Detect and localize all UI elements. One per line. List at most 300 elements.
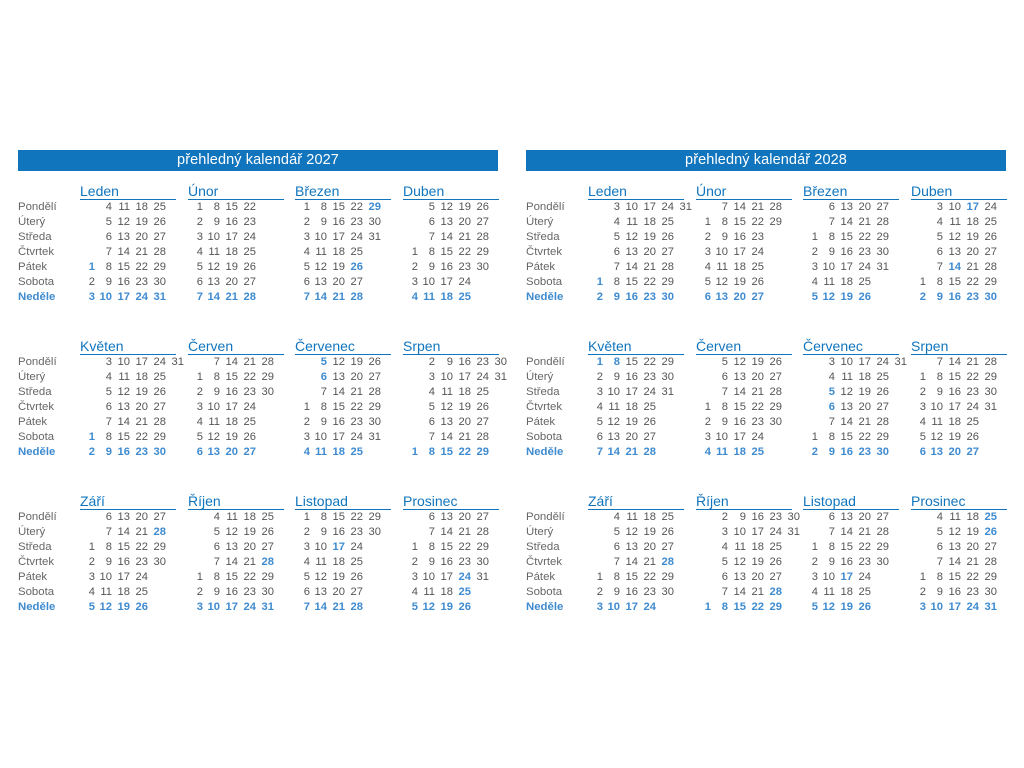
week-day-row — [911, 275, 1007, 290]
date-cell: 8 — [828, 541, 835, 553]
date-cell: 31 — [876, 261, 889, 273]
week-day-row — [188, 570, 284, 585]
date-cell: 19 — [858, 386, 871, 398]
day-name: Čtvrtek — [18, 401, 55, 413]
date-cell: 2 — [303, 216, 310, 228]
date-cell: 6 — [196, 446, 203, 458]
date-cell: 12 — [440, 401, 453, 413]
day-name: Středa — [18, 541, 52, 553]
date-cell: 8 — [428, 541, 435, 553]
date-cell: 29 — [769, 601, 782, 613]
date-cell: 14 — [607, 446, 620, 458]
date-cell: 10 — [207, 231, 220, 243]
date-cell: 30 — [153, 276, 166, 288]
week-day-row — [911, 445, 1007, 460]
day-name: Středa — [526, 231, 560, 243]
date-cell: 24 — [876, 356, 889, 368]
date-cell: 27 — [984, 541, 997, 553]
week-day-row — [188, 555, 284, 570]
date-cell: 10 — [422, 276, 435, 288]
day-name: Úterý — [526, 526, 554, 538]
week-day-row — [696, 290, 792, 305]
week-day-row — [80, 430, 176, 445]
date-cell: 25 — [751, 261, 764, 273]
week-day-row — [80, 385, 176, 400]
date-cell: 10 — [715, 246, 728, 258]
month-block — [803, 183, 899, 303]
date-cell: 26 — [769, 556, 782, 568]
date-cell: 11 — [949, 511, 961, 523]
date-cell: 6 — [213, 541, 220, 553]
day-name: Pátek — [18, 261, 48, 273]
week-day-row — [696, 370, 792, 385]
date-cell: 22 — [858, 431, 871, 443]
week-day-row — [588, 290, 684, 305]
week-day-row — [803, 600, 899, 615]
date-cell: 18 — [948, 416, 961, 428]
date-cell: 21 — [332, 601, 345, 613]
date-cell: 20 — [458, 216, 471, 228]
date-cell: 5 — [613, 231, 620, 243]
date-cell: 18 — [243, 511, 256, 523]
date-cell: 5 — [811, 291, 818, 303]
month-name: Leden — [80, 183, 176, 200]
date-cell: 14 — [440, 526, 453, 538]
date-cell: 24 — [769, 526, 782, 538]
date-cell: 14 — [440, 231, 453, 243]
date-cell: 18 — [332, 446, 345, 458]
date-cell: 21 — [332, 291, 345, 303]
date-cell: 27 — [476, 511, 489, 523]
week-day-row — [80, 510, 176, 525]
date-cell: 24 — [350, 541, 363, 553]
date-cell: 2 — [88, 276, 95, 288]
date-cell: 7 — [936, 261, 943, 273]
day-name: Neděle — [18, 446, 56, 458]
week-day-row — [911, 370, 1007, 385]
week-day-row — [80, 570, 176, 585]
date-cell: 3 — [613, 201, 620, 213]
date-cell: 28 — [476, 526, 489, 538]
date-cell: 2 — [596, 586, 603, 598]
date-cell: 1 — [196, 571, 203, 583]
date-cell: 21 — [858, 526, 871, 538]
week-day-row — [803, 415, 899, 430]
date-cell: 19 — [948, 431, 961, 443]
date-cell: 10 — [715, 431, 728, 443]
date-cell: 29 — [769, 401, 782, 413]
date-cell: 7 — [213, 356, 220, 368]
month-name: Srpen — [403, 338, 499, 355]
date-cell: 3 — [811, 261, 818, 273]
week-day-row — [295, 525, 391, 540]
date-cell: 26 — [243, 261, 256, 273]
date-cell: 24 — [858, 261, 871, 273]
date-cell: 19 — [332, 261, 345, 273]
week-day-row — [80, 245, 176, 260]
date-cell: 24 — [476, 371, 489, 383]
week-day-row — [696, 215, 792, 230]
date-cell: 8 — [828, 431, 835, 443]
week-day-row — [80, 585, 176, 600]
date-cell: 27 — [769, 571, 782, 583]
date-cell: 15 — [733, 601, 746, 613]
date-cell: 9 — [213, 216, 220, 228]
date-cell: 2 — [88, 446, 95, 458]
date-cell: 16 — [948, 586, 961, 598]
date-cell: 28 — [984, 556, 997, 568]
date-cell: 12 — [930, 431, 943, 443]
date-cell: 9 — [828, 446, 835, 458]
date-cell: 6 — [428, 511, 435, 523]
date-cell: 5 — [411, 601, 418, 613]
date-cell: 18 — [840, 276, 853, 288]
date-cell: 9 — [320, 526, 327, 538]
week-day-row — [188, 585, 284, 600]
date-cell: 13 — [715, 291, 728, 303]
date-cell: 11 — [118, 371, 130, 383]
date-cell: 6 — [105, 231, 112, 243]
date-cell: 10 — [607, 601, 620, 613]
date-cell: 14 — [225, 356, 238, 368]
date-cell: 3 — [596, 601, 603, 613]
week-day-row — [295, 370, 391, 385]
date-cell: 10 — [314, 541, 327, 553]
week-day-row — [588, 430, 684, 445]
date-cell: 23 — [769, 511, 782, 523]
date-cell: 4 — [105, 371, 112, 383]
date-cell: 16 — [733, 416, 746, 428]
day-name: Pondělí — [18, 356, 57, 368]
week-day-row — [911, 540, 1007, 555]
date-cell: 16 — [751, 511, 764, 523]
week-day-row — [403, 370, 507, 385]
date-cell: 7 — [936, 556, 943, 568]
date-cell: 9 — [828, 556, 835, 568]
date-cell: 11 — [118, 201, 130, 213]
week-day-row — [911, 245, 1007, 260]
day-name: Čtvrtek — [526, 401, 563, 413]
date-cell: 25 — [153, 371, 166, 383]
date-cell: 15 — [840, 231, 853, 243]
month-name: Prosinec — [911, 493, 1007, 510]
date-cell: 18 — [440, 291, 453, 303]
day-name: Úterý — [18, 371, 46, 383]
date-cell: 6 — [428, 216, 435, 228]
week-day-row — [403, 400, 499, 415]
date-cell: 11 — [208, 246, 220, 258]
date-cell: 27 — [876, 201, 889, 213]
date-cell: 11 — [626, 511, 638, 523]
date-cell: 15 — [117, 261, 130, 273]
week-day-row — [403, 275, 499, 290]
day-name: Úterý — [18, 216, 46, 228]
date-cell: 15 — [840, 541, 853, 553]
date-cell: 21 — [966, 556, 979, 568]
date-cell: 20 — [858, 201, 871, 213]
date-cell: 23 — [350, 416, 363, 428]
day-name: Sobota — [18, 431, 55, 443]
date-cell: 25 — [243, 416, 256, 428]
date-cell: 10 — [948, 201, 961, 213]
date-cell: 30 — [476, 556, 489, 568]
week-day-row — [696, 585, 792, 600]
date-cell: 5 — [303, 261, 310, 273]
week-day-row — [911, 260, 1007, 275]
week-day-row — [80, 355, 184, 370]
date-cell: 6 — [320, 371, 327, 383]
week-day-row — [911, 215, 1007, 230]
date-cell: 9 — [613, 586, 620, 598]
date-cell: 24 — [643, 386, 656, 398]
date-cell: 29 — [661, 276, 674, 288]
week-day-row — [588, 445, 684, 460]
date-cell: 5 — [320, 356, 327, 368]
week-day-row — [295, 600, 391, 615]
date-cell: 6 — [596, 431, 603, 443]
month-block — [80, 493, 176, 613]
date-cell: 17 — [733, 246, 746, 258]
week-day-row — [80, 415, 176, 430]
month-name: Říjen — [696, 493, 792, 510]
date-cell: 12 — [207, 261, 220, 273]
date-cell: 4 — [811, 276, 818, 288]
date-cell: 20 — [858, 401, 871, 413]
date-cell: 23 — [643, 586, 656, 598]
date-cell: 4 — [105, 201, 112, 213]
week-day-row — [188, 215, 284, 230]
date-cell: 15 — [625, 571, 638, 583]
week-day-row — [588, 215, 684, 230]
date-cell: 23 — [350, 216, 363, 228]
date-cell: 3 — [411, 571, 418, 583]
day-name: Sobota — [526, 431, 563, 443]
date-cell: 7 — [428, 526, 435, 538]
date-cell: 4 — [613, 216, 620, 228]
date-cell: 22 — [458, 246, 471, 258]
date-cell: 17 — [625, 386, 638, 398]
date-cell: 17 — [858, 356, 871, 368]
week-day-row — [588, 525, 684, 540]
date-cell: 20 — [243, 541, 256, 553]
week-day-row — [696, 540, 792, 555]
week-day-row — [911, 230, 1007, 245]
date-cell: 19 — [243, 526, 256, 538]
date-cell: 25 — [643, 401, 656, 413]
date-cell: 9 — [739, 511, 746, 523]
date-cell: 28 — [350, 601, 363, 613]
date-cell: 4 — [303, 446, 310, 458]
date-cell: 26 — [858, 291, 871, 303]
date-cell: 28 — [769, 201, 782, 213]
date-cell: 26 — [661, 231, 674, 243]
week-day-row — [188, 355, 284, 370]
date-cell: 1 — [303, 401, 310, 413]
date-cell: 1 — [303, 511, 310, 523]
date-cell: 6 — [105, 401, 112, 413]
date-cell: 2 — [411, 261, 418, 273]
date-cell: 12 — [733, 356, 746, 368]
date-cell: 11 — [608, 401, 620, 413]
week-day-row — [696, 260, 792, 275]
date-cell: 5 — [721, 556, 728, 568]
date-cell: 19 — [458, 201, 471, 213]
date-cell: 16 — [948, 291, 961, 303]
week-day-row — [80, 445, 176, 460]
week-day-row — [588, 230, 684, 245]
week-day-row — [188, 260, 284, 275]
date-cell: 6 — [721, 371, 728, 383]
week-day-row — [80, 290, 176, 305]
date-cell: 22 — [751, 601, 764, 613]
date-cell: 12 — [117, 386, 130, 398]
date-cell: 7 — [320, 386, 327, 398]
date-cell: 4 — [428, 386, 435, 398]
date-cell: 24 — [751, 431, 764, 443]
date-cell: 3 — [919, 401, 926, 413]
date-cell: 19 — [751, 556, 764, 568]
date-cell: 22 — [458, 446, 471, 458]
date-cell: 3 — [704, 246, 711, 258]
date-cell: 24 — [243, 401, 256, 413]
date-cell: 21 — [350, 386, 363, 398]
date-cell: 3 — [811, 571, 818, 583]
week-day-row — [911, 355, 1007, 370]
date-cell: 6 — [828, 201, 835, 213]
date-cell: 2 — [704, 416, 711, 428]
date-cell: 9 — [105, 556, 112, 568]
date-cell: 15 — [332, 511, 345, 523]
date-cell: 25 — [135, 586, 148, 598]
date-cell: 2 — [721, 511, 728, 523]
week-day-row — [188, 445, 284, 460]
date-cell: 18 — [117, 586, 130, 598]
date-cell: 11 — [315, 556, 327, 568]
date-cell: 18 — [858, 371, 871, 383]
date-cell: 12 — [733, 556, 746, 568]
week-day-row — [403, 585, 499, 600]
date-cell: 16 — [733, 231, 746, 243]
month-block — [911, 338, 1007, 458]
date-cell: 19 — [350, 356, 363, 368]
date-cell: 25 — [661, 216, 674, 228]
week-day-row — [696, 275, 792, 290]
week-day-row — [696, 200, 792, 215]
date-cell: 31 — [368, 431, 381, 443]
date-cell: 17 — [225, 401, 238, 413]
date-cell: 11 — [823, 586, 835, 598]
date-cell: 8 — [428, 246, 435, 258]
date-cell: 16 — [440, 261, 453, 273]
week-day-row — [295, 445, 391, 460]
week-day-row — [588, 275, 684, 290]
day-names — [526, 355, 588, 460]
day-name: Pondělí — [18, 511, 57, 523]
date-cell: 20 — [350, 371, 363, 383]
date-cell: 29 — [368, 401, 381, 413]
date-cell: 27 — [476, 216, 489, 228]
date-cell: 19 — [135, 216, 148, 228]
date-cell: 19 — [117, 601, 130, 613]
quarter-2 — [18, 338, 507, 458]
date-cell: 15 — [117, 541, 130, 553]
date-cell: 27 — [643, 431, 656, 443]
date-cell: 14 — [733, 201, 746, 213]
date-cell: 24 — [243, 231, 256, 243]
date-cell: 9 — [721, 416, 728, 428]
week-day-row — [403, 540, 499, 555]
date-cell: 6 — [828, 401, 835, 413]
month-block — [80, 338, 184, 458]
week-day-row — [80, 275, 176, 290]
week-day-row — [403, 600, 499, 615]
date-cell: 13 — [930, 446, 943, 458]
day-names — [526, 510, 588, 615]
date-cell: 13 — [948, 246, 961, 258]
date-cell: 13 — [840, 201, 853, 213]
date-cell: 23 — [751, 416, 764, 428]
day-name: Pátek — [526, 416, 556, 428]
week-day-row — [911, 570, 1007, 585]
date-cell: 20 — [733, 291, 746, 303]
date-cell: 18 — [225, 416, 238, 428]
date-cell: 2 — [196, 216, 203, 228]
date-cell: 30 — [661, 371, 674, 383]
date-cell: 20 — [751, 371, 764, 383]
date-cell: 28 — [661, 556, 674, 568]
date-cell: 23 — [966, 291, 979, 303]
date-cell: 31 — [476, 571, 489, 583]
date-cell: 22 — [643, 356, 656, 368]
day-name: Sobota — [18, 586, 55, 598]
date-cell: 1 — [811, 431, 818, 443]
date-cell: 18 — [643, 511, 656, 523]
day-name: Pondělí — [526, 511, 565, 523]
date-cell: 23 — [243, 216, 256, 228]
date-cell: 2 — [303, 416, 310, 428]
date-cell: 24 — [350, 231, 363, 243]
date-cell: 13 — [607, 431, 620, 443]
date-cell: 18 — [733, 446, 746, 458]
date-cell: 19 — [225, 261, 238, 273]
month-block — [588, 183, 692, 303]
date-cell: 31 — [787, 526, 800, 538]
date-cell: 3 — [88, 291, 95, 303]
week-day-row — [803, 290, 899, 305]
date-cell: 23 — [966, 386, 979, 398]
date-cell: 1 — [196, 371, 203, 383]
date-cell: 29 — [661, 571, 674, 583]
date-cell: 30 — [368, 216, 381, 228]
date-cell: 20 — [966, 246, 979, 258]
week-day-row — [403, 525, 499, 540]
date-cell: 22 — [751, 216, 764, 228]
date-cell: 12 — [822, 601, 835, 613]
date-cell: 22 — [458, 541, 471, 553]
month-block — [696, 493, 800, 613]
date-cell: 24 — [135, 291, 148, 303]
date-cell: 16 — [948, 386, 961, 398]
date-cell: 8 — [721, 601, 728, 613]
date-cell: 22 — [243, 201, 256, 213]
week-day-row — [295, 430, 391, 445]
date-cell: 5 — [105, 386, 112, 398]
date-cell: 25 — [458, 586, 471, 598]
date-cell: 15 — [625, 356, 638, 368]
week-day-row — [803, 585, 899, 600]
date-cell: 24 — [135, 571, 148, 583]
date-cell: 5 — [596, 416, 603, 428]
